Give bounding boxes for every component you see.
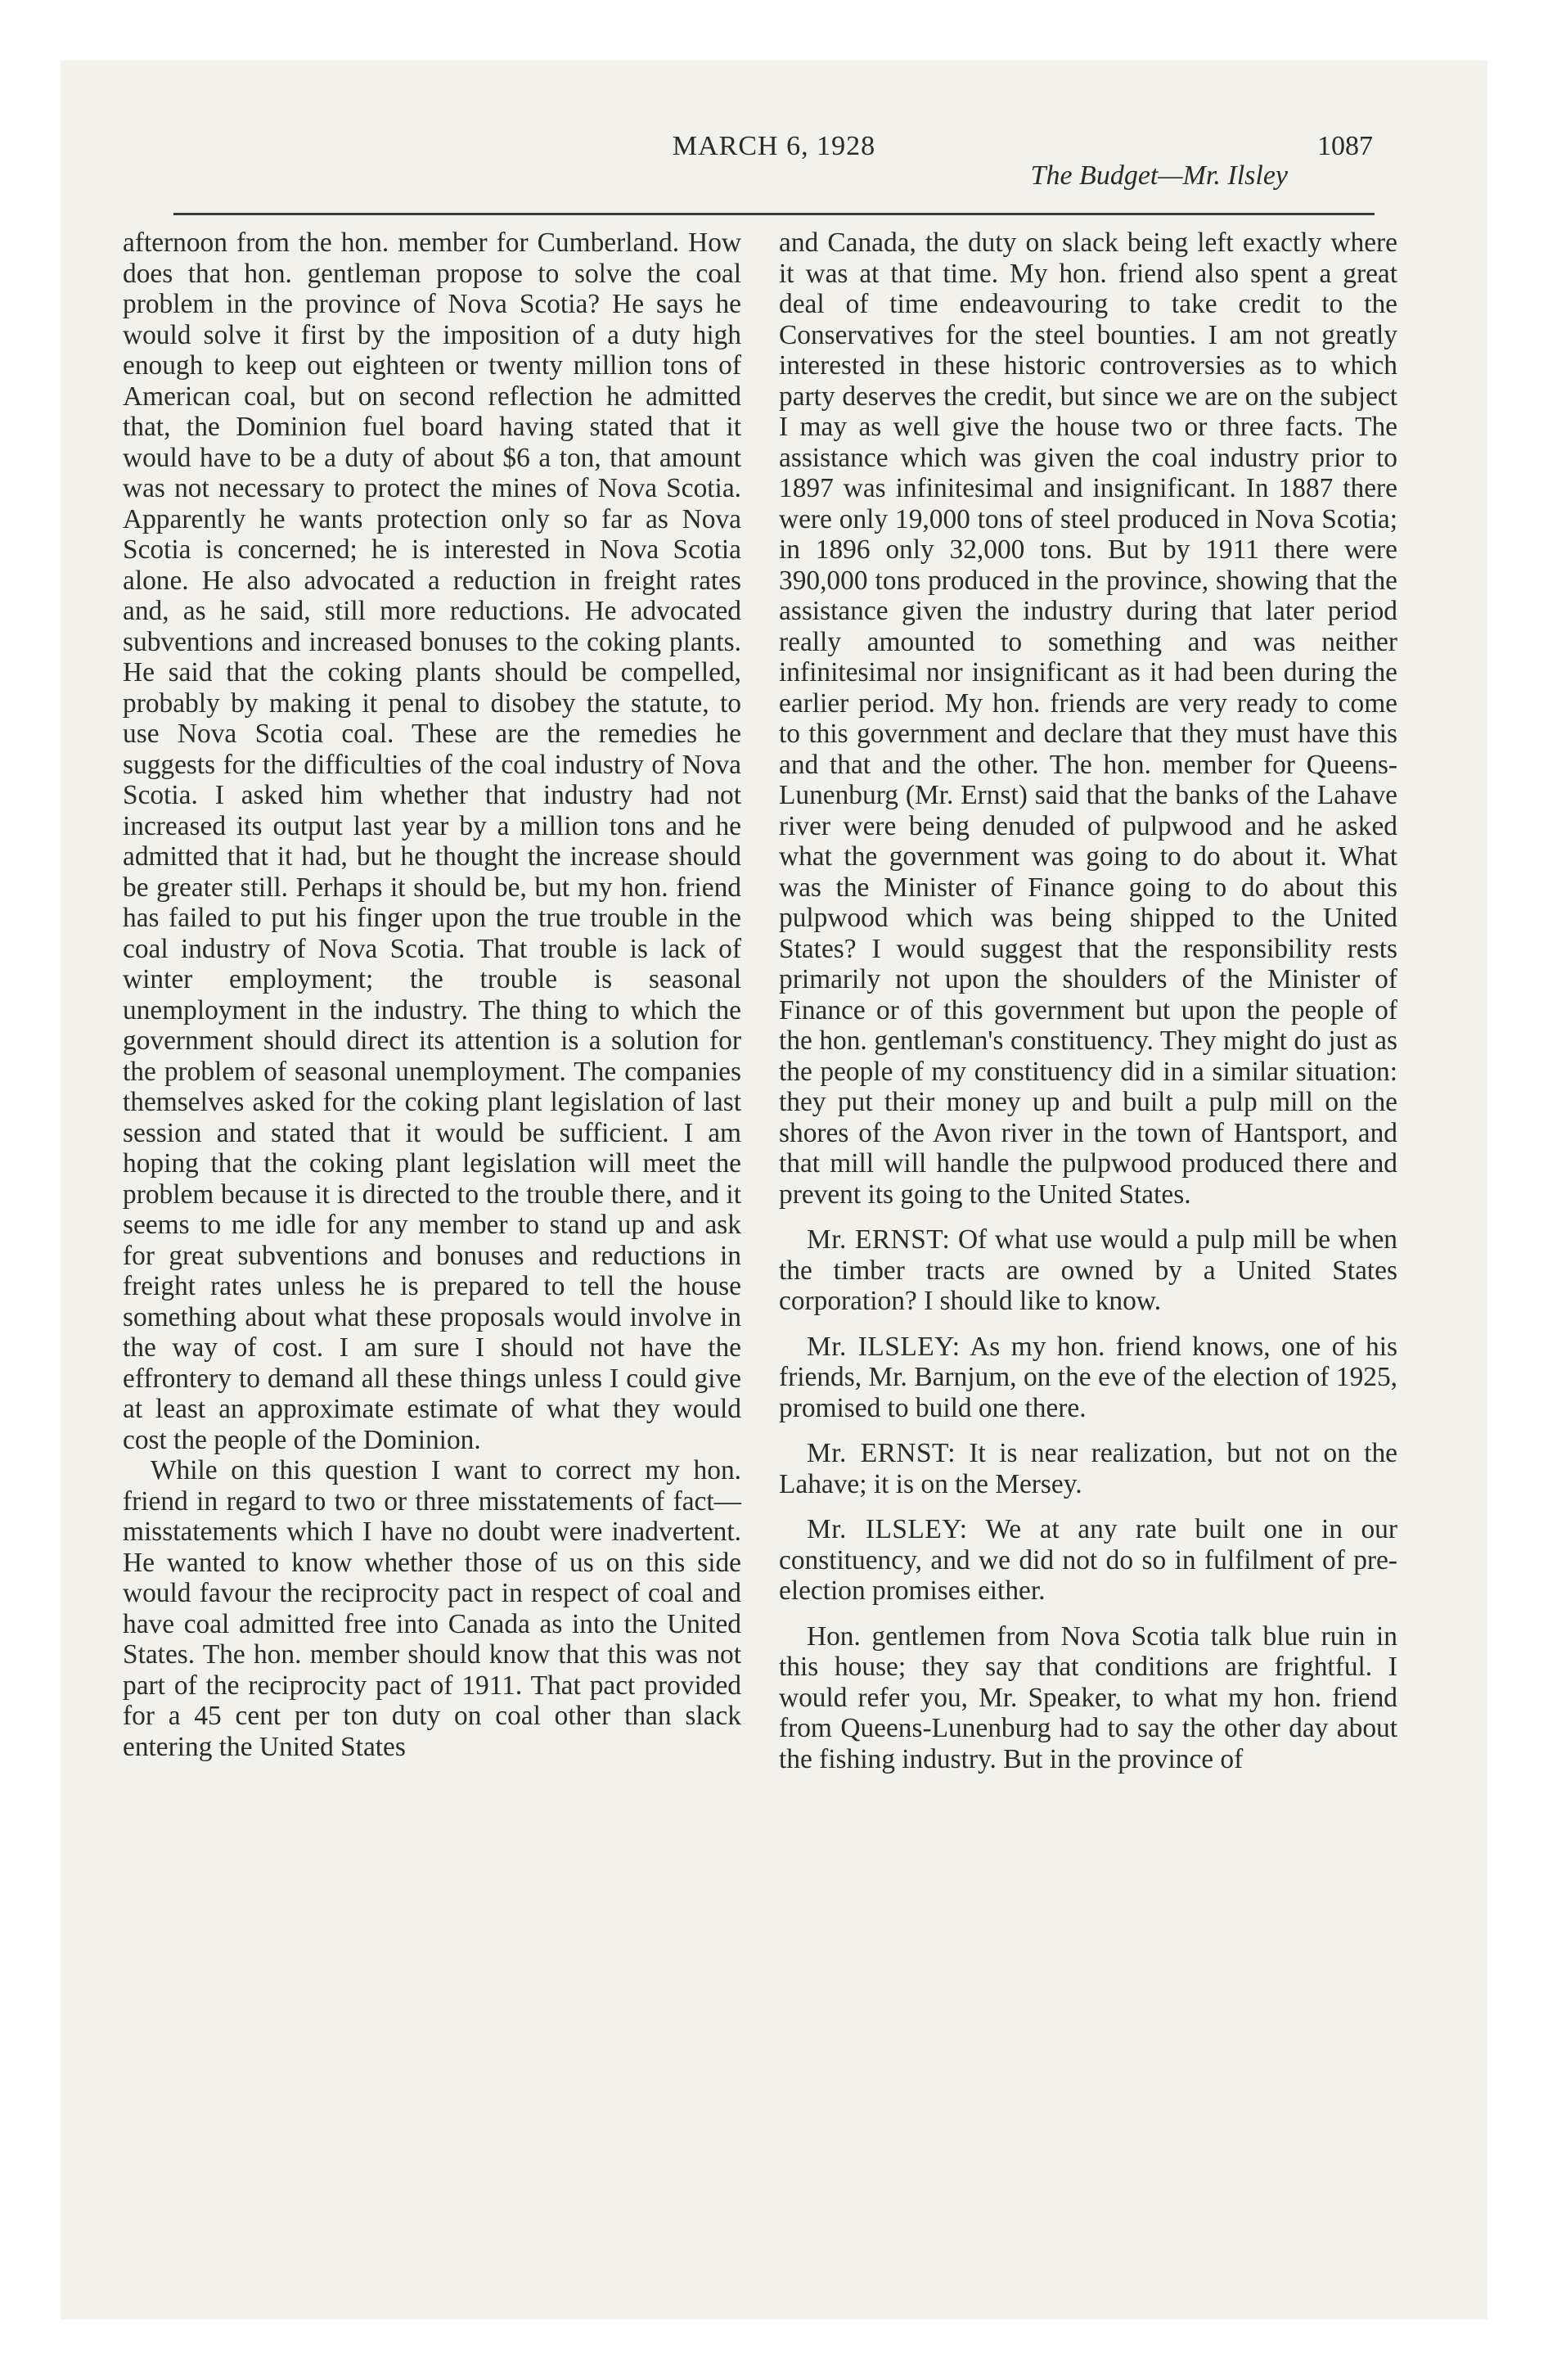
- speaker-name: Mr. ILSLEY:: [807, 1331, 961, 1362]
- section-title: The Budget—Mr. Ilsley: [1030, 160, 1288, 191]
- right-paragraph-1: and Canada, the duty on slack being left exactly where it was at that time. My hon. friend also spent a great deal of time endeavouring to take credit to the Conservatives for the steel bounties. I am not greatly interested in these historic controversies as to which party deserves the credit, but since we are on the subject I may as well give the house two or three facts. The assistance which was given the coal industry prior to 1897 was infinitesimal and insignificant. In 1887 there were only 19,000 tons of steel produced in Nova Scotia; in 1896 only 32,000 tons. But by 1911 there were 390,000 tons produced in the province, showing that the assistance given the industry during that later period really amounted to something and was neither infinitesimal nor insignificant as it had been during the earlier period. My hon. friends are very ready to come to this government and declare that they must have this and that and the other. The hon. member for Queens-Lunenburg (Mr. Ernst) said that the banks of the Lahave river were being denuded of pulpwood and he asked what the government was going to do about it. What was the Minister of Finance going to do about this pulpwood which was being shipped to the United States? I would suggest that the responsibility rests primarily not upon the shoulders of the Minister of Finance or of this government but upon the people of the hon. gentleman's constituency. They might do just as the people of my constituency did in a similar situation: they put their money up and built a pulp mill on the shores of the Avon river in the town of Hantsport, and that mill will handle the pulpwood produced there and prevent its going to the United States.: [779, 228, 1397, 1210]
- speech-ernst-2: [779, 1438, 1397, 1499]
- header-rule: [173, 213, 1375, 215]
- speech-ilsley-2: [779, 1514, 1397, 1607]
- left-paragraph-2: While on this question I want to correct my hon. friend in regard to two or three misstatements of fact—misstatements which I have no doubt were inadvertent. He wanted to know whether those of us on this side would favour the reciprocity pact in respect of coal and have coal admitted free into Canada as into the United States. The hon. member should know that this was not part of the reciprocity pact of 1911. That pact provided for a 45 cent per ton duty on coal other than slack entering the United States: [123, 1455, 741, 1762]
- speaker-name: Mr. ERNST:: [807, 1224, 951, 1255]
- speaker-name: Mr. ERNST:: [807, 1438, 956, 1468]
- speech-text: We at any rate built one in our constituency, and we did not do so in fulfilment of pre-election promises either.: [779, 1514, 1397, 1606]
- right-column: [779, 228, 1397, 1774]
- speaker-name: Mr. ILSLEY:: [807, 1514, 968, 1544]
- left-column: [123, 228, 741, 1762]
- page-header: [61, 61, 1487, 241]
- speech-ilsley-1: [779, 1332, 1397, 1424]
- left-paragraph-1: afternoon from the hon. member for Cumberland. How does that hon. gentleman propose to solve the coal problem in the province of Nova Scotia? He says he would solve it first by the imposition of a duty high enough to keep out eighteen or twenty million tons of American coal, but on second reflection he admitted that, the Dominion fuel board having stated that it would have to be a duty of about $6 a ton, that amount was not necessary to protect the mines of Nova Scotia. Apparently he wants protection only so far as Nova Scotia is concerned; he is interested in Nova Scotia alone. He also advocated a reduction in freight rates and, as he said, still more reductions. He advocated subventions and increased bonuses to the coking plants. He said that the coking plants should be compelled, probably by making it penal to disobey the statute, to use Nova Scotia coal. These are the remedies he suggests for the difficulties of the coal industry of Nova Scotia. I asked him whether that industry had not increased its output last year by a million tons and he admitted that it had, but he thought the increase should be greater still. Perhaps it should be, but my hon. friend has failed to put his finger upon the true trouble in the coal industry of Nova Scotia. That trouble is lack of winter employment; the trouble is seasonal unemployment in the industry. The thing to which the government should direct its attention is a solution for the problem of seasonal unemployment. The companies themselves asked for the coking plant legislation of last session and stated that it would be sufficient. I am hoping that the coking plant legislation will meet the problem because it is directed to the trouble there, and it seems to me idle for any member to stand up and ask for great subventions and bonuses and reductions in freight rates unless he is prepared to tell the house something about what these proposals would involve in the way of cost. I am sure I should not have the effrontery to demand all these things unless I could give at least an approximate estimate of what they would cost the people of the Dominion.: [123, 228, 741, 1455]
- page-sheet: [61, 61, 1487, 2319]
- speech-text: As my hon. friend knows, one of his friends, Mr. Barnjum, on the eve of the election of 1925, promised to build one there.: [779, 1331, 1397, 1423]
- right-paragraph-2: Hon. gentlemen from Nova Scotia talk blue ruin in this house; they say that conditions are frightful. I would refer you, Mr. Speaker, to what my hon. friend from Queens-Lunenburg had to say the other day about the fishing industry. But in the province of: [779, 1620, 1397, 1774]
- header-date: MARCH 6, 1928: [672, 131, 876, 161]
- page-number: 1087: [1317, 131, 1373, 161]
- speech-text: Of what use would a pulp mill be when the timber tracts are owned by a United States corporation? I should like to know.: [779, 1224, 1397, 1316]
- speech-ernst-1: [779, 1224, 1397, 1317]
- speech-text: It is near realization, but not on the Lahave; it is on the Mersey.: [779, 1438, 1397, 1499]
